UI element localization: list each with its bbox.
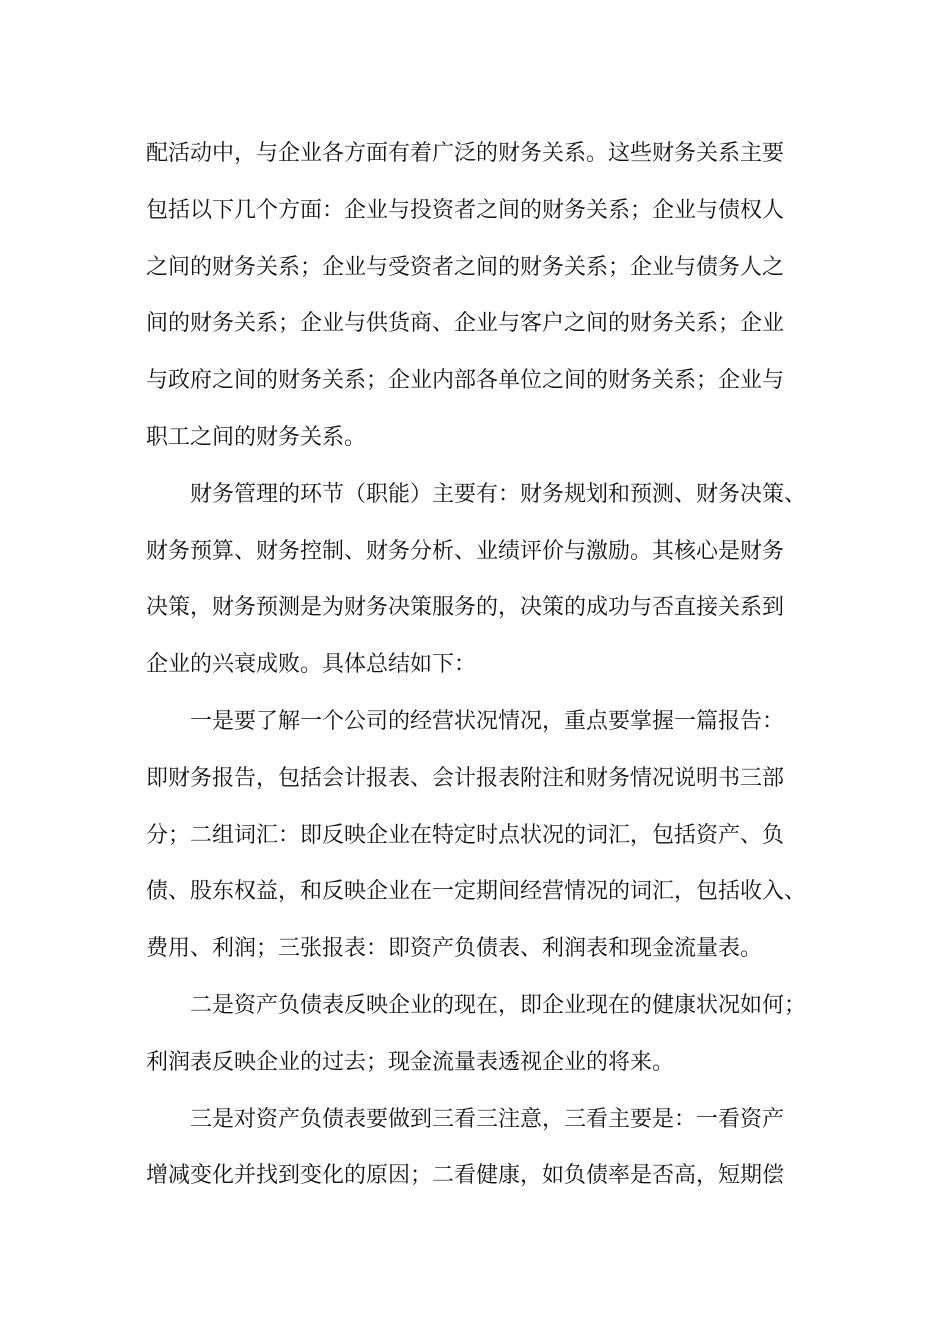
text-line: 即财务报告，包括会计报表、会计报表附注和财务情况说明书三部 — [146, 765, 785, 791]
body-text — [146, 126, 826, 1205]
text-line: 增减变化并找到变化的原因；二看健康，如负债率是否高，短期偿 — [146, 1163, 785, 1189]
paragraph-point-three — [146, 1092, 826, 1206]
text-line: 与政府之间的财务关系；企业内部各单位之间的财务关系；企业与 — [146, 368, 785, 394]
text-line: 利润表反映企业的过去；现金流量表透视企业的将来。 — [146, 1049, 675, 1075]
paragraph-management-functions — [146, 467, 826, 694]
text-line: 财务预算、财务控制、财务分析、业绩评价与激励。其核心是财务 — [146, 538, 785, 564]
text-line: 二是资产负债表反映企业的现在，即企业现在的健康状况如何； — [190, 992, 807, 1018]
text-line: 职工之间的财务关系。 — [146, 424, 367, 450]
text-line: 之间的财务关系；企业与受资者之间的财务关系；企业与债务人之 — [146, 254, 785, 280]
text-line: 三是对资产负债表要做到三看三注意，三看主要是：一看资产 — [190, 1106, 785, 1132]
text-line: 企业的兴衰成败。具体总结如下： — [146, 652, 477, 678]
text-line: 间的财务关系；企业与供货商、企业与客户之间的财务关系；企业 — [146, 311, 785, 337]
text-line: 配活动中，与企业各方面有着广泛的财务关系。这些财务关系主要 — [146, 141, 785, 166]
text-line: 债、股东权益，和反映企业在一定期间经营情况的词汇，包括收入、 — [146, 879, 807, 905]
text-line: 费用、利润；三张报表：即资产负债表、利润表和现金流量表。 — [146, 936, 763, 962]
text-line: 决策，财务预测是为财务决策服务的，决策的成功与否直接关系到 — [146, 595, 785, 621]
text-line: 分；二组词汇：即反映企业在特定时点状况的词汇，包括资产、负 — [146, 822, 785, 848]
text-line: 一是要了解一个公司的经营状况情况，重点要掌握一篇报告： — [190, 708, 785, 734]
text-line: 财务管理的环节（职能）主要有：财务规划和预测、财务决策、 — [190, 481, 807, 507]
paragraph-point-two — [146, 978, 826, 1092]
paragraph-point-one — [146, 694, 826, 978]
paragraph-financial-relations — [146, 126, 826, 467]
text-line: 包括以下几个方面：企业与投资者之间的财务关系；企业与债权人 — [146, 197, 785, 223]
